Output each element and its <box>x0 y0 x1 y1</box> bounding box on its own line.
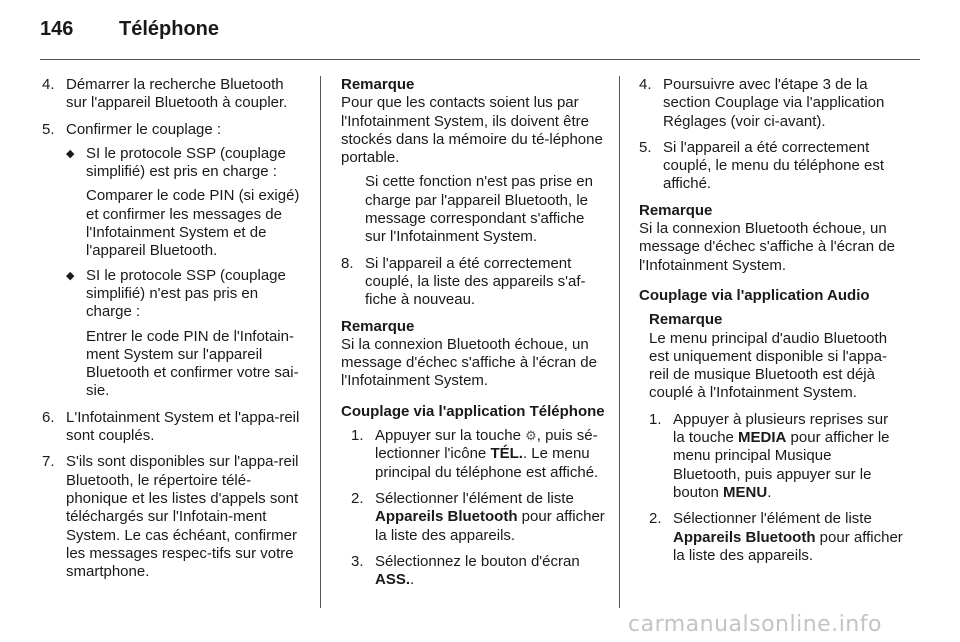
remark-block: Remarque Pour que les contacts soient lus par l'Infotainment System, ils doivent être stockés dans la mémoire du té-léphone portable. Si cette fonction n'est pas prise en charge par l'appareil Bluetooth, le message correspondant s'affiche sur l'Infotainment System. <box>341 76 603 246</box>
remark-block: Remarque Si la connexion Bluetooth échoue, un message d'échec s'affiche à l'écran de l'Infotainment System. <box>341 317 597 390</box>
diamond-bullet-icon: ◆ <box>66 147 75 160</box>
column-1 <box>42 76 306 589</box>
column-divider-2 <box>619 76 620 608</box>
list-item: 6. L'Infotainment System et l'appa-reil sont couplés. <box>42 408 300 445</box>
list-item: 3. Sélectionnez le bouton d'écran ASS.. <box>351 552 580 589</box>
page-header <box>40 18 920 48</box>
settings-gear-icon: ⚙ <box>525 428 537 444</box>
remark-block: Remarque Si la connexion Bluetooth échoue, un message d'échec s'affiche à l'écran de l'Infotainment System. <box>639 201 895 274</box>
list-item: 4. Démarrer la recherche Bluetooth sur l'appareil Bluetooth à coupler. <box>42 76 288 112</box>
page-number: 146 <box>40 18 74 40</box>
bullet-item: ◆ SI le protocole SSP (couplage simplifié) est pris en charge : Comparer le code PIN (si exigé) et confirmer les messages de l'Infotainment System et de l'appareil Bluetooth. <box>66 144 300 260</box>
list-item: 4. Poursuivre avec l'étape 3 de la section Couplage via l'application Réglages (voir ci-avant). <box>639 76 885 130</box>
section-body <box>639 311 903 565</box>
list-item: 2. Sélectionner l'élément de liste Appareils Bluetooth pour afficher la liste des appareils. <box>649 510 903 564</box>
list-item: 5. Si l'appareil a été correctement couplé, le menu du téléphone est affiché. <box>639 138 884 193</box>
page-title: Téléphone <box>119 18 220 40</box>
diamond-bullet-icon: ◆ <box>66 269 75 282</box>
remark-block: Remarque Le menu principal d'audio Bluetooth est uniquement disponible si l'appa-reil de musique Bluetooth est déjà couplé à l'Infotainment System. <box>649 311 888 402</box>
list-item: 1. Appuyer sur la touche ⚙, puis sé-lectionner l'icône TÉL.. Le menu principal du téléphone est affiché. <box>351 427 599 481</box>
list-item: 2. Sélectionner l'élément de liste Appareils Bluetooth pour afficher la liste des appareils. <box>351 489 605 544</box>
section-heading: Couplage via l'application Audio <box>639 286 870 304</box>
section-heading: Couplage via l'application Téléphone <box>341 402 605 420</box>
column-2 <box>341 76 605 597</box>
list-item: 8. Si l'appareil a été correctement couplé, la liste des appareils s'af-fiche à nouveau. <box>341 254 586 309</box>
list-item: 5. Confirmer le couplage : ◆ SI le protocole SSP (couplage simplifié) est pris en charge : Comparer le code PIN (si exigé) et confirmer les messages de l'Infotainment System et de l'appareil Bluetooth. ◆ SI le protocole SSP (couplage simplifié) n'est pas pris en charge : Entrer le code PIN de l'Infotain-ment System sur l'appareil Bluetooth et confirmer votre sai-sie. <box>42 121 306 401</box>
list-item: 7. S'ils sont disponibles sur l'appa-reil Bluetooth, le répertoire télé-phonique et les listes d'appels sont téléchargés sur l'Infotain-ment System. Le cas échéant, confirmer les messages respec-tifs sur votre smartphone. <box>42 453 299 581</box>
step-list <box>341 427 605 589</box>
column-3 <box>639 76 903 573</box>
bullet-item: ◆ SI le protocole SSP (couplage simplifié) n'est pas pris en charge : Entrer le code PIN de l'Infotain-ment System sur l'appareil Bluetooth et confirmer votre sai-sie. <box>66 266 299 400</box>
watermark: carmanualsonline.info <box>628 612 882 637</box>
list-item: 1. Appuyer à plusieurs reprises sur la touche MEDIA pour afficher le menu principal Musique Bluetooth, puis appuyer sur le bouton MENU. <box>649 410 890 501</box>
column-divider-1 <box>320 76 321 608</box>
header-rule <box>40 59 920 60</box>
